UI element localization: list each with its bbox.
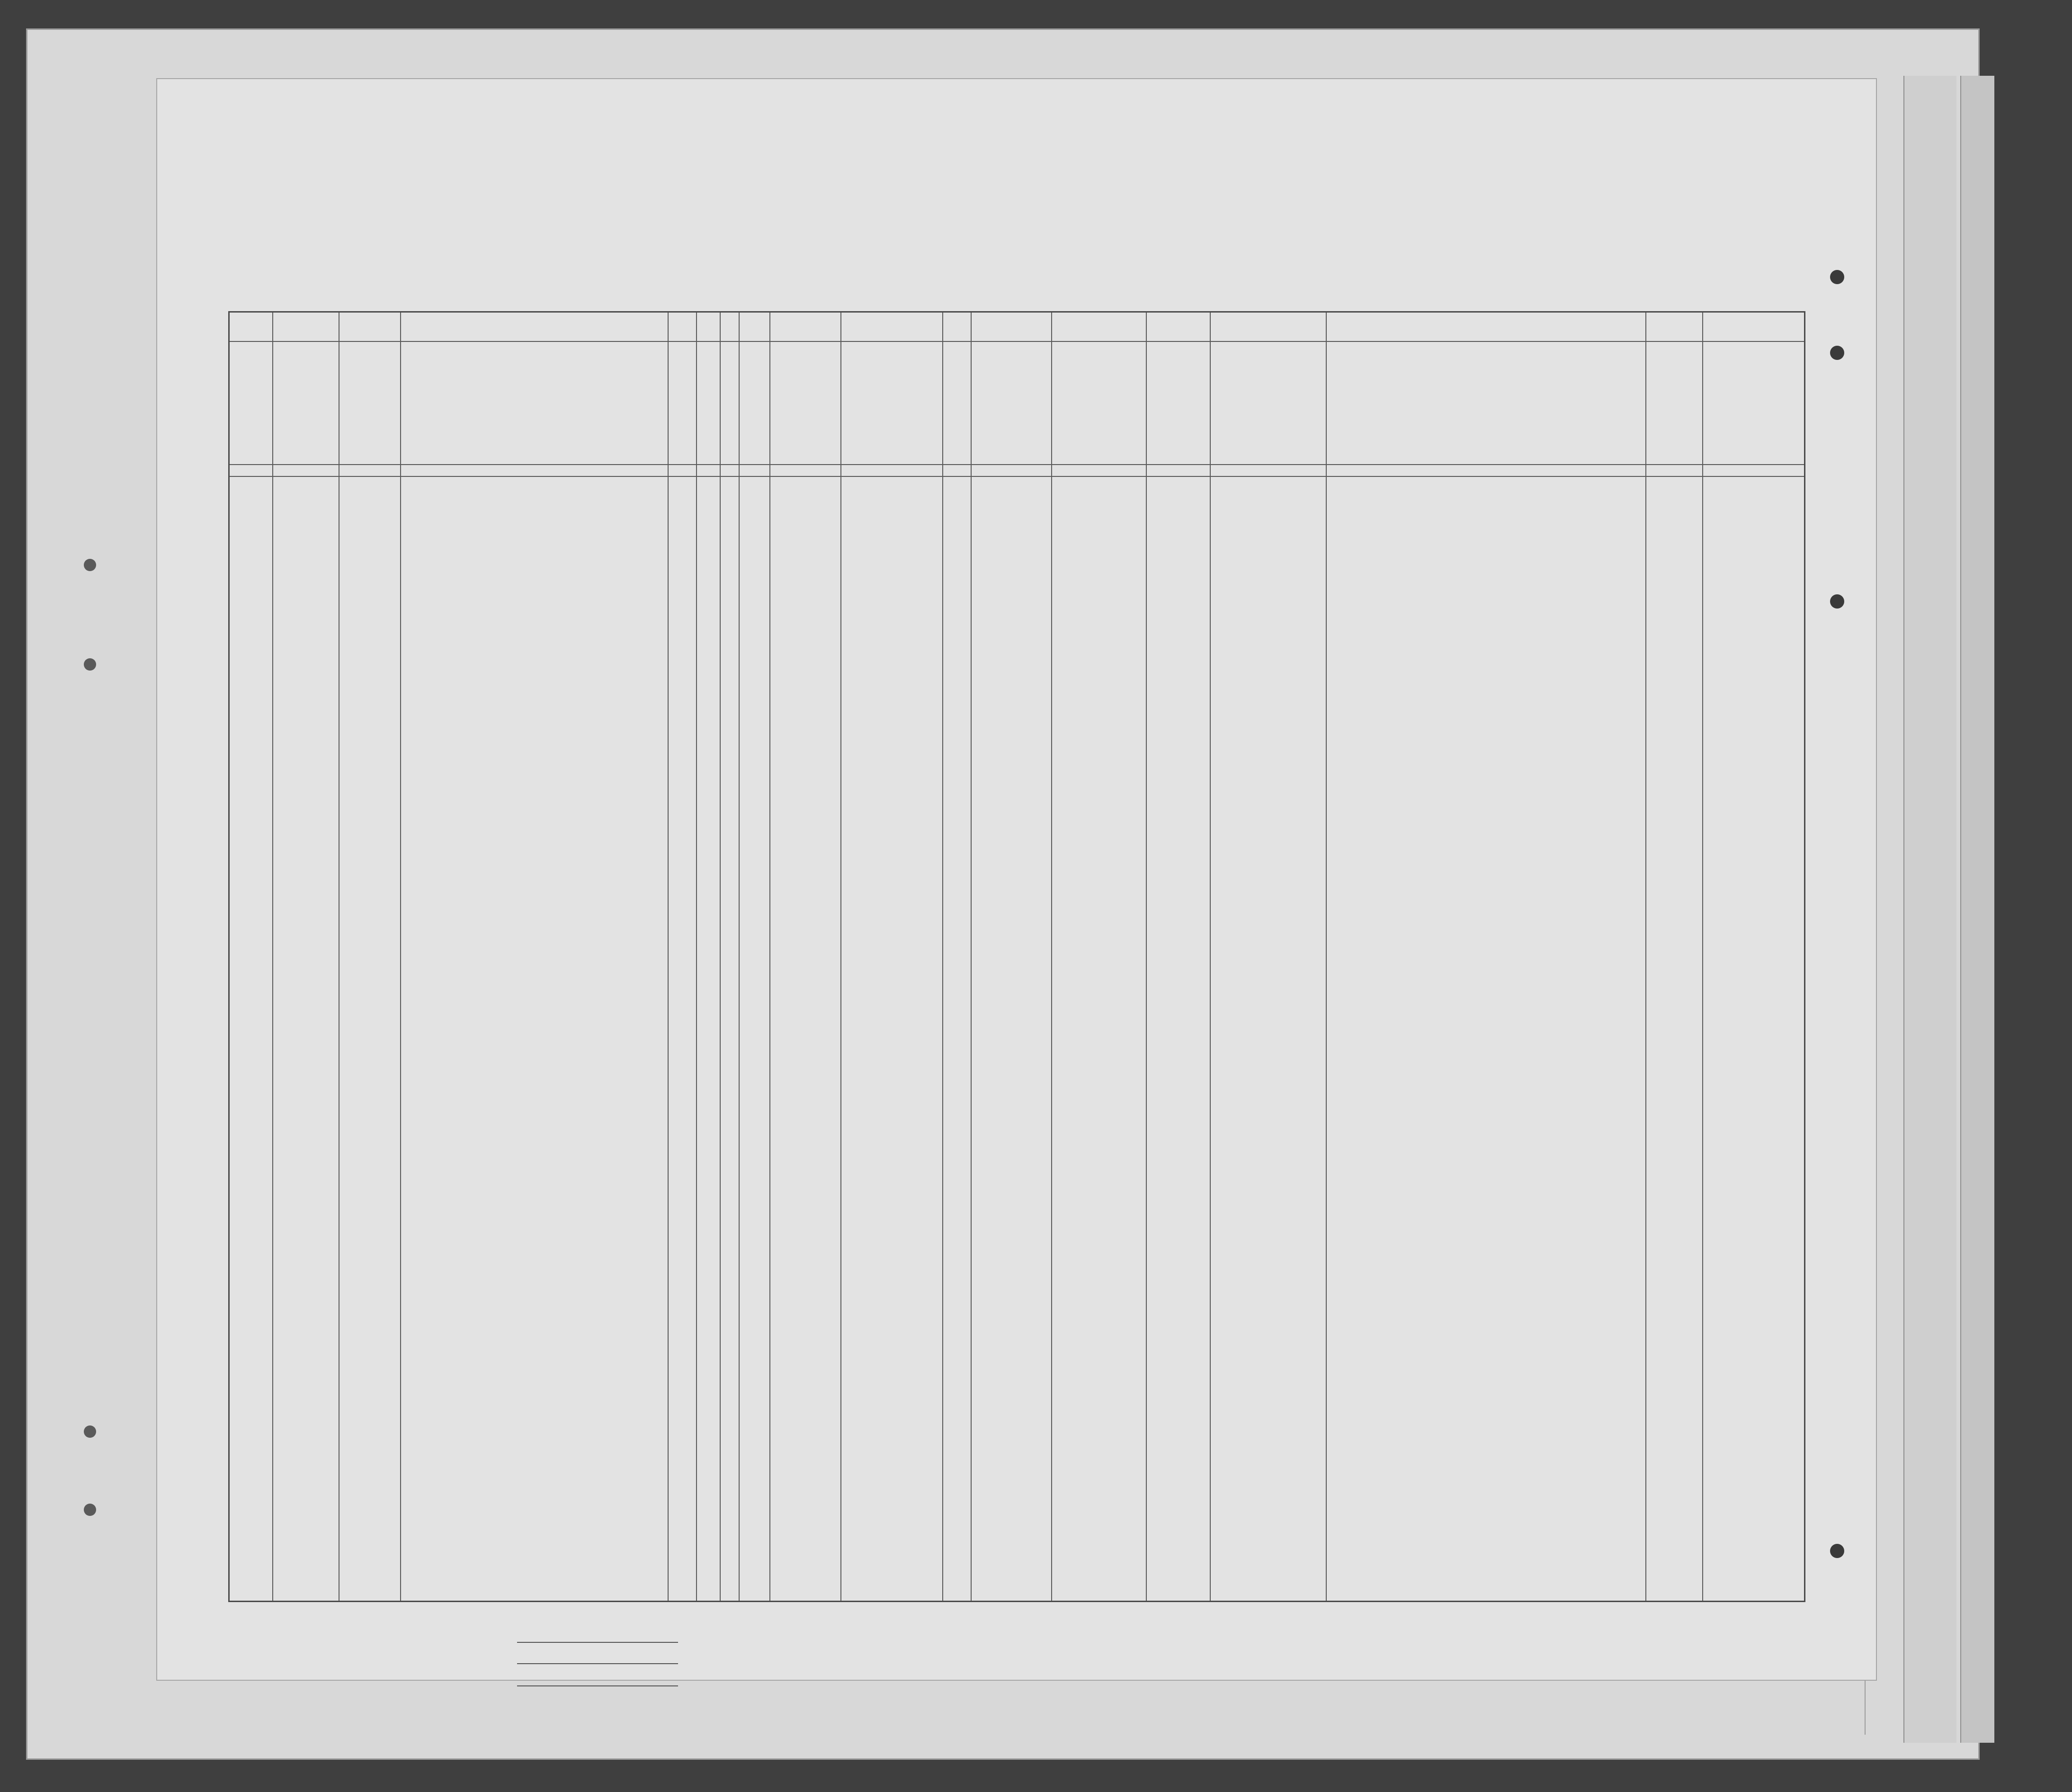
manifest-table (228, 311, 1805, 1602)
punch-hole (84, 1504, 96, 1516)
punch-hole (84, 559, 96, 571)
edge-stack-far-right (1960, 76, 1994, 1743)
punch-hole (84, 1425, 96, 1438)
punch-hole (1830, 594, 1844, 609)
punch-hole (1830, 270, 1844, 284)
edge-stack-right (1903, 76, 1956, 1743)
punch-hole (1830, 346, 1844, 360)
punch-hole (1830, 1544, 1844, 1558)
manifest-sheet (156, 78, 1877, 1681)
punch-hole (84, 658, 96, 671)
hdr-married (739, 341, 769, 464)
